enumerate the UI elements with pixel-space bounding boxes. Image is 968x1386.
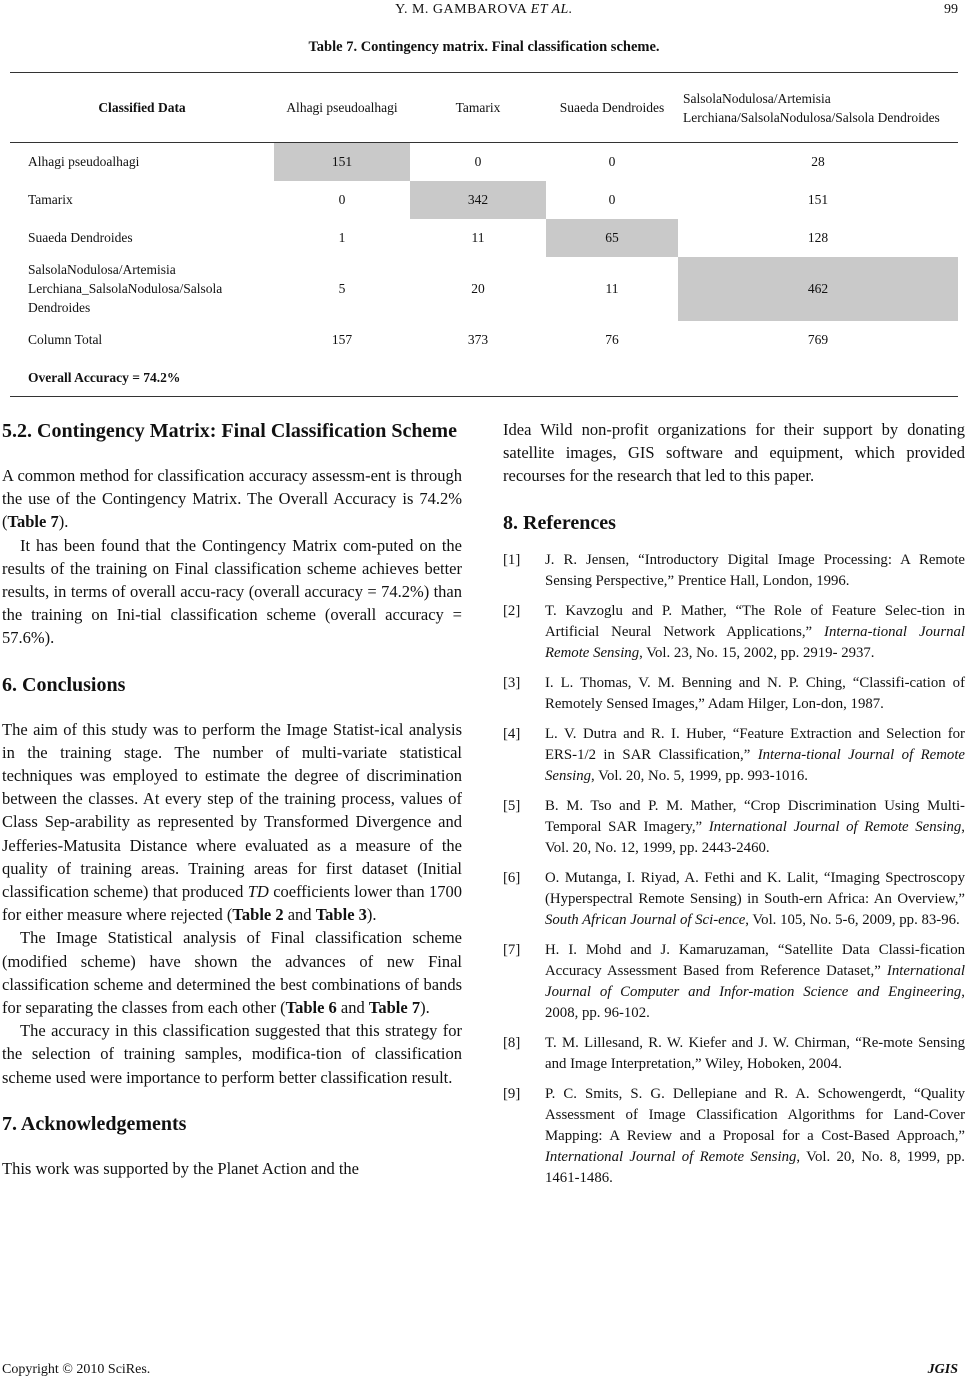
table-ref: Table 7 xyxy=(368,998,421,1018)
row-label: Alhagi pseudoalhagi xyxy=(28,154,140,170)
table-cell: 76 xyxy=(605,331,619,347)
table-header-cell: Suaeda Dendroides xyxy=(546,73,678,143)
row-label: SalsolaNodulosa/Artemisia Lerchiana_SalsolaNodulosa/Salsola Dendroides xyxy=(28,262,223,315)
reference-text: P. C. Smits, S. G. Dellepiane and R. A. Schowengerdt, “Quality Assessment of Image Classification Algorithms for Land-Cover Mapping: A Review and a Proposal for a Cost-Based Approach,” International Journal of Remote Sensing, Vol. 20, No. 8, 1999, pp. 1461-1486. xyxy=(545,1085,966,1186)
section-heading-5-2: 5.2. Contingency Matrix: Final Classification Scheme xyxy=(2,420,457,442)
left-column xyxy=(2,418,462,1180)
reference-number: [5] xyxy=(503,797,521,814)
reference-text: T. Kavzoglu and P. Mather, “The Role of Feature Selec-tion in Artificial Neural Network Applications,” Interna-tional Journal Remote Sensing, Vol. 23, No. 15, 2002, pp. 2919- 2937. xyxy=(545,602,965,661)
copyright: Copyright © 2010 SciRes. xyxy=(2,1362,151,1377)
table-row-total xyxy=(10,321,958,359)
table-cell: 1 xyxy=(338,229,346,245)
reference-number: [6] xyxy=(503,869,521,886)
reference-item xyxy=(503,724,965,787)
table-header-cell: Alhagi pseudoalhagi xyxy=(274,73,410,143)
paragraph: The accuracy in this classification suggested that this strategy for the selection of training samples, modifica-tion of classification scheme used were importance to perform better classification result. xyxy=(2,1021,462,1087)
reference-number: [7] xyxy=(503,941,521,958)
table-header-cell: Classified Data xyxy=(10,73,274,143)
reference-item xyxy=(503,601,965,664)
table-ref: Table 3 xyxy=(315,905,367,925)
section-heading-7: 7. Acknowledgements xyxy=(2,1112,187,1135)
table-ref: Table 2 xyxy=(232,905,284,925)
table-ref: Table 7 xyxy=(7,512,59,532)
table-header-row xyxy=(10,73,958,143)
reference-text: B. M. Tso and P. M. Mather, “Crop Discrimination Using Multi-Temporal SAR Imagery,” International Journal of Remote Sensing, Vol. 20, No. 12, 1999, pp. 2443-2460. xyxy=(545,797,965,856)
reference-text: L. V. Dutra and R. I. Huber, “Feature Extraction and Selection for ERS-1/2 in SAR Classification,” Interna-tional Journal of Remote Sensing, Vol. 20, No. 5, 1999, pp. 993-1016. xyxy=(545,725,965,784)
table-row-accuracy xyxy=(10,359,958,397)
reference-item xyxy=(503,550,965,592)
table-cell: 20 xyxy=(471,280,485,296)
journal-abbrev: JGIS xyxy=(927,1362,958,1377)
row-label: Tamarix xyxy=(28,192,73,207)
paragraph: A common method for classification accuracy assessm-ent is through the use of the Contingency Matrix. The Overall Accuracy is 74.2% (Table 7). xyxy=(2,466,462,532)
reference-number: [2] xyxy=(503,602,521,619)
table-cell: 65 xyxy=(546,219,678,257)
table-cell: 0 xyxy=(474,153,482,169)
reference-item xyxy=(503,673,965,715)
table-cell: 128 xyxy=(807,229,829,245)
journal-title: International Journal of Remote Sensing xyxy=(708,818,962,835)
table-caption: Table 7. Contingency matrix. Final classification scheme. xyxy=(308,39,660,55)
running-header xyxy=(0,2,968,18)
reference-text: I. L. Thomas, V. M. Benning and N. P. Ching, “Classifi-cation of Remotely Sensed Images,” Adam Hilger, Lon-don, 1987. xyxy=(545,674,965,712)
paragraph: The Image Statistical analysis of Final classification scheme (modified scheme) have shown the advances of new Final classification scheme and determined the best combinations of bands for separating the classes from each other (Table 6 and Table 7). xyxy=(2,928,462,1018)
reference-item xyxy=(503,868,965,931)
reference-text: J. R. Jensen, “Introductory Digital Image Processing: A Remote Sensing Perspective,” Prentice Hall, London, 1996. xyxy=(545,551,965,589)
journal-title: Interna-tional Journal Remote Sensing xyxy=(545,623,965,661)
header-etal: ET AL. xyxy=(530,2,573,17)
table-cell: 151 xyxy=(807,191,829,207)
table-row xyxy=(10,257,958,321)
reference-number: [1] xyxy=(503,551,521,568)
table-cell: 28 xyxy=(811,153,825,169)
reference-item xyxy=(503,940,965,1024)
section-heading-6: 6. Conclusions xyxy=(2,673,126,696)
paragraph: It has been found that the Contingency Matrix com-puted on the results of the training on Final classification scheme achieves better results, in terms of overall accu-racy (overall accuracy = 74.2%) than the training on Ini-tial classification scheme (overall accuracy = 57.6%). xyxy=(2,535,462,648)
paragraph: The aim of this study was to perform the Image Statist-ical analysis in the training stage. The number of multi-variate statistical techniques was employed to estimate the degree of discrimination between the classes. At every step of the training process, values of Class Sep-arability as represented by Transformed Divergence and Jefferies-Matusita Distance where evaluated as a measure of the quality of training areas. Training areas for first dataset (Initial classification scheme) that produced TD coefficients lower than 1700 for either measure where rejected (Table 2 and Table 3). xyxy=(2,719,463,925)
contingency-table xyxy=(10,72,958,397)
table-cell: 462 xyxy=(678,257,958,321)
reference-number: [3] xyxy=(503,674,521,691)
table-ref: Table 6 xyxy=(285,998,337,1018)
reference-item xyxy=(503,1084,965,1189)
table-cell: 11 xyxy=(605,280,619,296)
paragraph: Idea Wild non-profit organizations for their support by donating satellite images, GIS software and equipment, which provided recourses for the research that led to this paper. xyxy=(503,420,965,486)
table-row xyxy=(10,143,958,181)
reference-item xyxy=(503,1033,965,1075)
reference-text: H. I. Mohd and J. Kamaruzaman, “Satellite Data Classi-fication Accuracy Assessment Based from Reference Dataset,” International Journal of Computer and Infor-mation Science and Engineering, 2008, pp. 96-102. xyxy=(545,941,965,1021)
table-cell: 373 xyxy=(467,331,489,347)
row-label: Column Total xyxy=(28,332,103,347)
journal-title: Interna-tional Journal of Remote Sensing xyxy=(545,746,965,784)
table-cell: 0 xyxy=(338,191,346,207)
table-header-cell: SalsolaNodulosa/Artemisia Lerchiana/SalsolaNodulosa/Salsola Dendroides xyxy=(678,73,958,143)
journal-title: South African Journal of Sci-ence xyxy=(545,911,746,928)
journal-title: International Journal of Remote Sensing xyxy=(545,1148,797,1165)
td-term: TD xyxy=(247,882,269,902)
header-authors: Y. M. GAMBAROVA xyxy=(395,2,527,17)
table-row xyxy=(10,219,958,257)
table-cell: 5 xyxy=(338,280,346,296)
reference-item xyxy=(503,796,965,859)
reference-list xyxy=(503,550,965,1189)
table-row xyxy=(10,181,958,219)
right-column xyxy=(503,418,965,1198)
journal-title: International Journal of Computer and Infor-mation Science and Engineering xyxy=(545,962,965,1000)
table-cell: 151 xyxy=(274,143,410,181)
reference-number: [9] xyxy=(503,1085,521,1102)
reference-number: [4] xyxy=(503,725,521,742)
page-number: 99 xyxy=(944,2,958,17)
table-cell: 157 xyxy=(331,331,353,347)
table-cell: 0 xyxy=(608,191,616,207)
paragraph: This work was supported by the Planet Action and the xyxy=(2,1158,359,1178)
reference-text: T. M. Lillesand, R. W. Kiefer and J. W. Chirman, “Re-mote Sensing and Image Interpretation,” Wiley, Hoboken, 2004. xyxy=(545,1034,965,1072)
table-header-cell: Tamarix xyxy=(410,73,546,143)
section-heading-8: 8. References xyxy=(503,511,616,534)
table-cell: 342 xyxy=(410,181,546,219)
table-cell: 11 xyxy=(471,229,485,245)
table-cell: 0 xyxy=(608,153,616,169)
reference-text: O. Mutanga, I. Riyad, A. Fethi and K. Lalit, “Imaging Spectroscopy (Hyperspectral Remote Sensing) in South-ern Africa: An Overview,” South African Journal of Sci-ence, Vol. 105, No. 5-6, 2009, pp. 83-96. xyxy=(545,869,965,928)
row-label: Suaeda Dendroides xyxy=(28,230,133,245)
overall-accuracy: Overall Accuracy = 74.2% xyxy=(10,359,958,397)
table-cell: 769 xyxy=(807,331,829,347)
reference-number: [8] xyxy=(503,1034,521,1051)
